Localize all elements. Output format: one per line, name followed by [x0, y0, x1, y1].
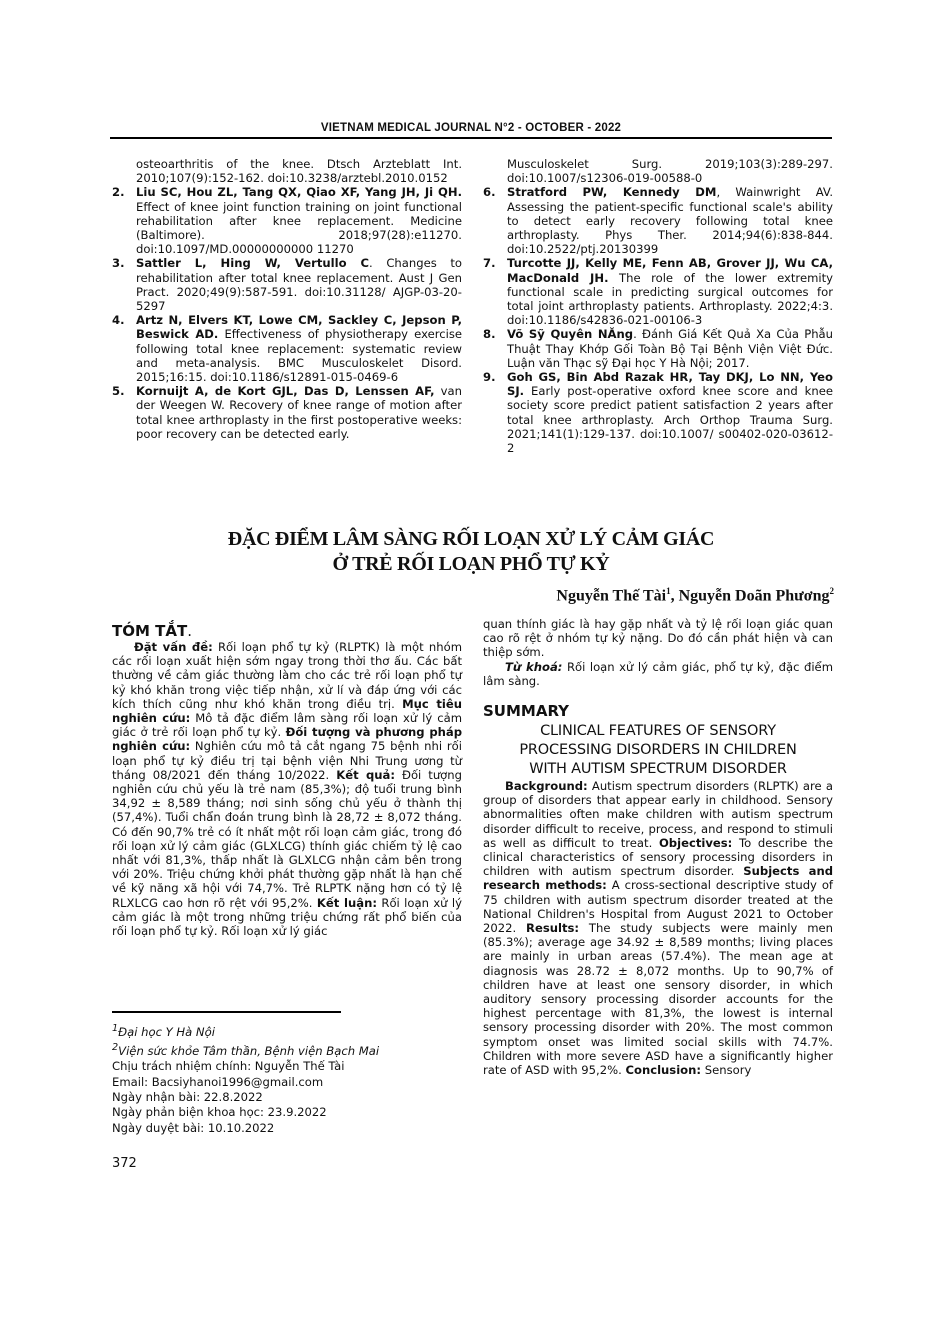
reference-text: Early post-operative oxford knee score and knee society score predict patient satisfaction 2 years after total knee arthroplasty. Arch Orthop Trauma Surg. 2021;141(1):129-137. doi:10.1007/ s00402-020-03612-2 — [507, 384, 833, 456]
reference-authors: Turcotte JJ, Kelly ME, Fenn AB, Grover JJ, Wu CA, MacDonald JH. — [507, 256, 833, 285]
summary-heading: SUMMARY — [483, 702, 570, 721]
reference-text: The role of the lower extremity functional scale in predicting surgical outcomes for total joint arthroplasty patients. Arthroplasty. 2022;4:3. doi:10.1186/s42836-021-00106-3 — [507, 270, 833, 328]
reference-item — [483, 185, 833, 256]
reference-text: Effect of knee joint function training on joint functional rehabilitation after knee replacement. Medicine (Baltimore). 2018;97(28):e11270. doi:10.1097/MD.00000000000 11270 — [136, 199, 462, 257]
header-rule — [110, 137, 832, 139]
reference-text: Musculoskelet Surg. 2019;103(3):289-297. doi:10.1007/s12306-019-00588-0 — [507, 157, 833, 186]
text-methods: A cross-sectional descriptive study of 75 children with autism spectrum disorder treated at the National Children's Hospital from August 2021 to October 2022. — [483, 878, 834, 936]
running-header: VIETNAM MEDICAL JOURNAL N°2 - OCTOBER - 2022 — [320, 122, 622, 134]
date-accepted: Ngày duyệt bài: 10.10.2022 — [112, 1120, 275, 1135]
text-background: Autism spectrum disorders (RLPTK) are a group of disorders that appear early in childhood. Sensory abnormalities often make children with autism spectrum disorder difficult to receive, process, and respond to stimuli as well as difficult to treat. — [483, 779, 833, 850]
reference-item — [112, 313, 462, 384]
affiliation-2 — [112, 1040, 472, 1059]
text-background: Rối loạn phổ tự kỷ (RLPTK) là một nhóm các rối loạn xuất hiện sớm ngay trong thời thơ ấu. Các bất thường về cảm giác thường làm cho các trẻ rối loạn phổ tự kỷ khó khăn trong việc tiếp nhận, xử lí và đáp ứng với các kích thích cũng như khó khăn trong điều trị. — [112, 640, 463, 711]
label-results: Results: — [526, 921, 580, 936]
article-title — [110, 527, 832, 577]
abstract-heading-text: TÓM TẮT — [112, 622, 188, 640]
heading-dot: . — [187, 622, 192, 640]
text-methods: Nghiên cứu mô tả cắt ngang 75 bệnh nhi rối loạn phổ tự kỷ điều trị tại bệnh viện Nhi Trung ương từ tháng 08/2021 đến tháng 10/2022. — [112, 739, 462, 782]
reference-authors: Stratford PW, Kennedy DM — [507, 185, 717, 200]
article-title-line-1: ĐẶC ĐIỂM LÂM SÀNG RỐI LOẠN XỬ LÝ CẢM GIÁC — [227, 528, 715, 550]
text-conclusion: Rối loạn xử lý cảm giác là một trong những triệu chứng rất phổ biến của rối loạn phổ tự kỷ. Rối loạn xử lý giác — [112, 895, 463, 939]
keywords — [483, 660, 833, 688]
article-authors — [556, 586, 834, 605]
affiliation-text: Viện sức khỏe Tâm thần, Bệnh viện Bạch Mai — [118, 1044, 380, 1059]
text-results: The study subjects were mainly men (85.3%); average age 34.92 ± 8,589 months; living places are mainly in urban areas (57.4%). The mean age at diagnosis was 28.72 ± 8,072 months. Up to 90,7% of children have at least one sensory disorder, in which auditory sensory processing disorder accounts for the highest percentage with 81,3%, the lowest is internal sensory processing disorder with 20%. The most common symptom onset was limited social skills with 74.7%. Children with more severe ASD have a significantly higher rate of ASD with 95,2%. — [483, 921, 833, 1078]
reference-item — [112, 157, 462, 185]
affiliation-1 — [112, 1021, 472, 1040]
reference-text: van der Weegen W. Recovery of knee range of motion after total knee arthroplasty in the first postoperative weeks: poor recovery can be detected early. — [136, 384, 462, 441]
reference-item — [483, 327, 833, 370]
reference-number: 8. — [483, 327, 496, 342]
reference-text: . Đánh Giá Kết Quả Xa Của Phẫu Thuật Thay Khớp Gối Toàn Bộ Tại Bệnh Viện Việt Đức. Luận văn Thạc sỹ Đại học Y Hà Nội; 2017. — [507, 327, 833, 370]
label-objectives: Objectives: — [658, 835, 733, 850]
reference-number: 6. — [483, 185, 496, 200]
text-objectives: Mô tả đặc điểm lâm sàng rối loạn xử lý cảm giác ở trẻ rối loạn phổ tự kỷ. — [112, 711, 463, 740]
english-title-line-1: CLINICAL FEATURES OF SENSORY — [540, 723, 776, 740]
text-objectives: To describe the clinical characteristics of sensory processing disorders in children with autism spectrum disorder. — [483, 835, 833, 879]
footnote-rule — [112, 1011, 341, 1013]
article-title-line-2: Ở TRẺ RỐI LOẠN PHỔ TỰ KỶ — [332, 553, 610, 575]
label-conclusion: Conclusion: — [625, 1063, 702, 1078]
label-methods: Đối tượng và phương pháp nghiên cứu: — [112, 725, 462, 754]
reference-item — [483, 370, 833, 455]
reference-number: 9. — [483, 370, 496, 385]
corresponding-author: Chịu trách nhiệm chính: Nguyễn Thế Tài — [112, 1059, 345, 1074]
english-title-line-3: WITH AUTISM SPECTRUM DISORDER — [529, 761, 787, 778]
references-left-column — [112, 157, 462, 441]
author-name: Nguyễn Doãn Phương — [678, 587, 830, 605]
summary-body — [483, 779, 833, 1077]
label-conclusion: Kết luận: — [316, 895, 377, 910]
date-received: Ngày nhận bài: 22.8.2022 — [112, 1089, 263, 1104]
label-methods: Subjects and research methods: — [483, 864, 833, 893]
keywords-label: Từ khoá: — [505, 659, 563, 674]
reference-text: osteoarthritis of the knee. Dtsch Arzteblatt Int. 2010;107(9):152-162. doi:10.3238/arztebl.2010.0152 — [136, 157, 462, 186]
abstract-conclusion-continued: quan thính giác là hay gặp nhất và tỷ lệ rối loạn giác quan cao rõ rệt ở nhóm tự kỷ nặng. Do đó cần phát hiện và can thiệp sớm. — [483, 617, 833, 660]
email: Email: Bacsiyhanoi1996@gmail.com — [112, 1074, 324, 1089]
label-results: Kết quả: — [336, 767, 395, 782]
reference-authors: Võ Sỹ Quyên NĂng — [507, 327, 634, 342]
reference-text: Effectiveness of physiotherapy exercise following total knee replacement: systematic review and meta-analysis. BMC Musculoskelet Disord. 2015;16:15. doi:10.1186/s12891-015-0469-6 — [136, 327, 463, 385]
label-objectives: Mục tiêu nghiên cứu: — [112, 696, 462, 726]
footnotes — [112, 1021, 472, 1136]
english-title-line-2: PROCESSING DISORDERS IN CHILDREN — [519, 742, 797, 759]
affiliation-marker: 1 — [666, 586, 671, 596]
abstract-body — [112, 640, 462, 938]
label-background: Đặt vấn đề: — [134, 640, 213, 654]
reference-item — [112, 256, 462, 313]
reference-authors: Goh GS, Bin Abd Razak HR, Tay DKJ, Lo NN, Yeo SJ. — [507, 370, 833, 399]
page-number: 372 — [112, 1156, 137, 1171]
affiliation-marker: 2 — [829, 586, 834, 596]
reference-number: 3. — [112, 256, 125, 271]
reference-authors: Sattler L, Hing W, Vertullo C — [136, 256, 370, 271]
abstract-continued-and-summary — [483, 617, 833, 1077]
references-right-column — [483, 157, 833, 455]
date-reviewed: Ngày phản biện khoa học: 23.9.2022 — [112, 1105, 327, 1120]
english-title — [483, 722, 833, 779]
author-separator: , — [670, 587, 679, 605]
reference-text: , Wainwright AV. Assessing the patient-specific functional scale's ability to detect early recovery following total knee arthroplasty. Phys Ther. 2014;94(6):838-844. doi:10.2522/ptj.20130399 — [507, 185, 834, 257]
reference-authors: Liu SC, Hou ZL, Tang QX, Qiao XF, Yang JH, Ji QH. — [136, 185, 462, 200]
affiliation-marker: 2 — [112, 1042, 119, 1054]
author-name: Nguyễn Thế Tài — [556, 587, 667, 605]
keywords-text: Rối loạn xử lý cảm giác, phổ tự kỷ, đặc điểm lâm sàng. — [483, 659, 833, 688]
reference-authors: Artz N, Elvers KT, Lowe CM, Sackley C, Jepson P, Beswick AD. — [136, 313, 462, 342]
reference-number: 5. — [112, 384, 125, 399]
affiliation-text: Đại học Y Hà Nội — [118, 1024, 215, 1039]
reference-item — [483, 256, 833, 327]
reference-item — [112, 185, 462, 256]
reference-item — [483, 157, 833, 185]
abstract-vietnamese — [112, 622, 462, 938]
text-results: Đối tượng nghiên cứu chủ yếu là trẻ nam (85,3%); độ tuổi trung bình 34,92 ± 8,589 tháng; nơi sinh sống chủ yếu ở thành thị (57,4%). Tuổi chẩn đoán trung bình là 28,72 ± 8,072 tháng. Có đến 90,7% trẻ có ít nhất một rối loạn cảm giác, trong đó rối loạn xử lý cảm giác (GLXLCG) thính giác chiếm tỷ lệ cao nhất với 81,3%, thấp nhất là GLXLCG nhận cảm bên trong với 20%. Triệu chứng khởi phát thường gặp nhất là hạn chế về kỹ năng xã hội với 74,7%. Trẻ RLPTK nặng hơn có tỷ lệ RLXLCG cao hơn rõ rệt với 95,2%. — [112, 767, 462, 910]
label-background: Background: — [505, 779, 588, 794]
affiliation-marker: 1 — [112, 1023, 119, 1034]
reference-authors: Kornuijt A, de Kort GJL, Das D, Lenssen AF, — [136, 384, 435, 399]
abstract-heading — [112, 622, 462, 640]
text-conclusion: Sensory — [701, 1063, 752, 1078]
reference-number: 7. — [483, 256, 496, 271]
reference-text: . Changes to rehabilitation after total knee replacement. Aust J Gen Pract. 2020;49(9):587-591. doi:10.31128/ AJGP-03-20-5297 — [136, 256, 463, 314]
reference-item — [112, 384, 462, 441]
reference-number: 4. — [112, 313, 125, 328]
reference-number: 2. — [112, 185, 125, 200]
